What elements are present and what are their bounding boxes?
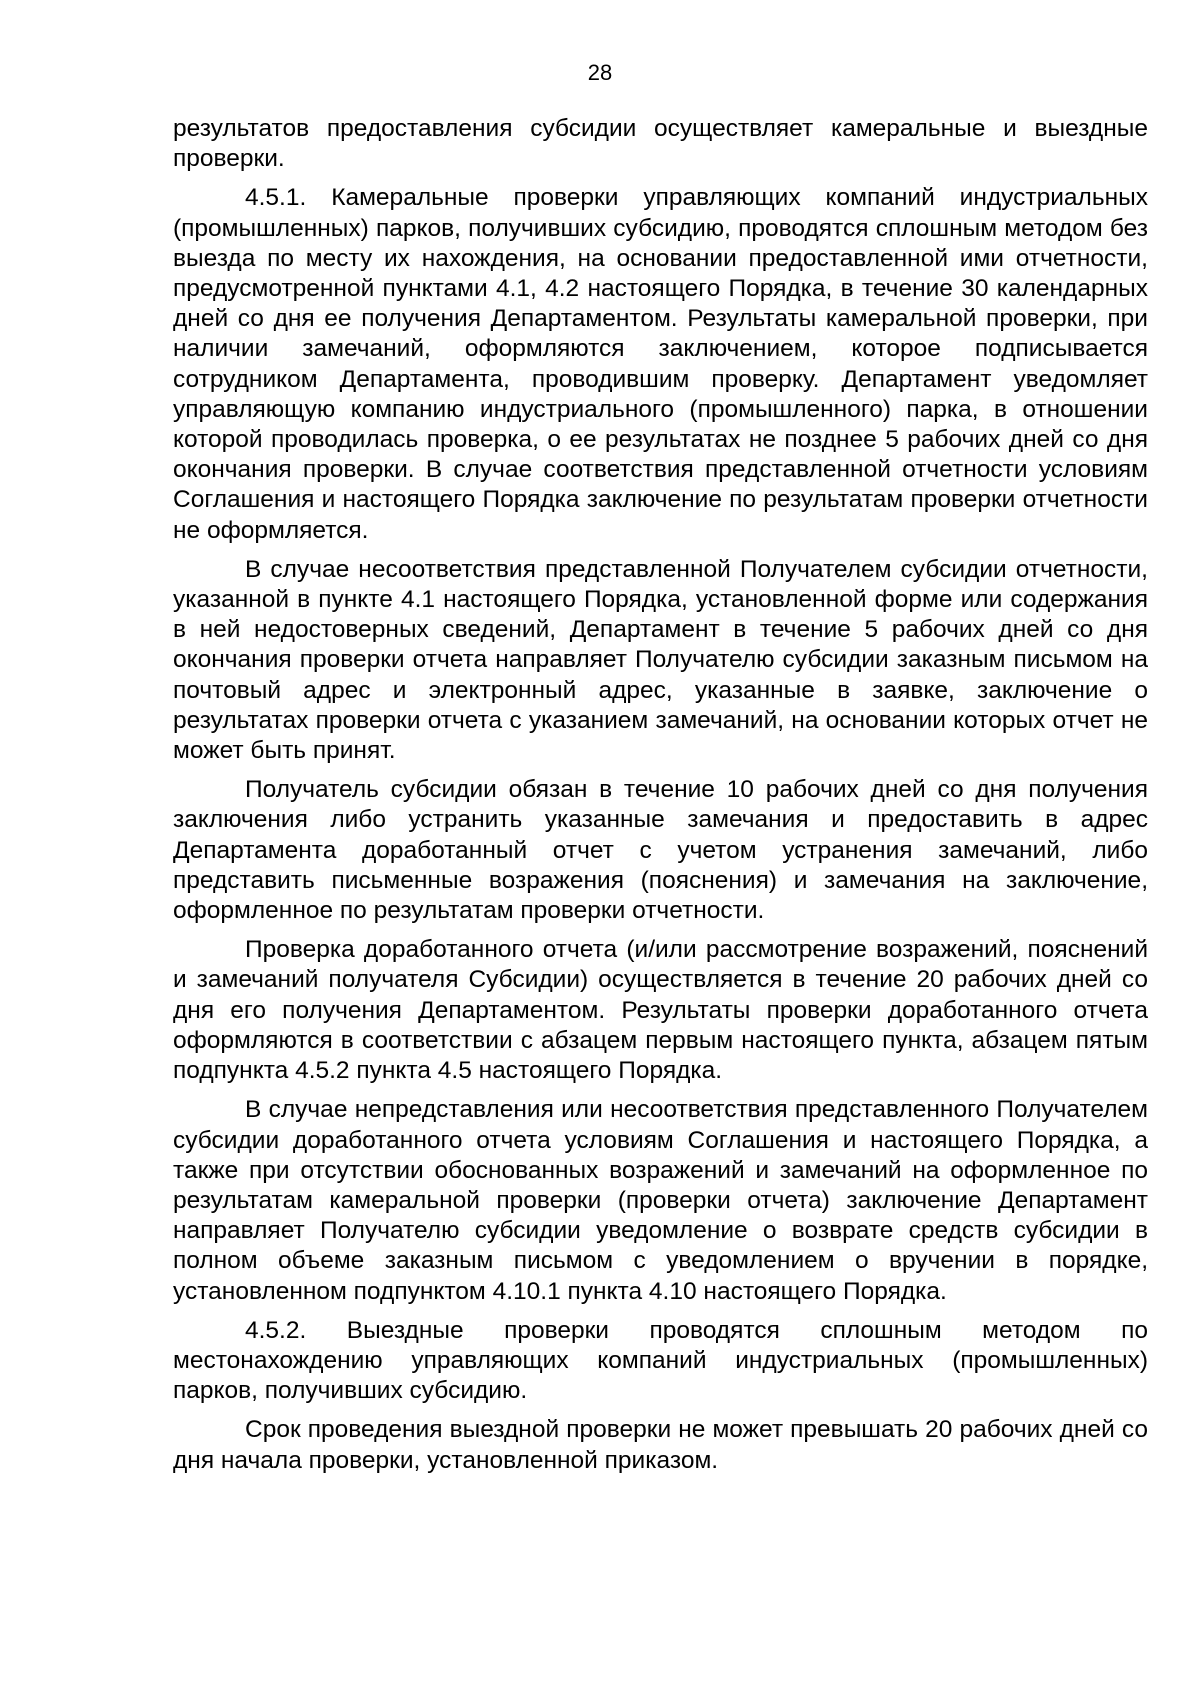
paragraph-4-5-2: 4.5.2. Выездные проверки проводятся сплошным методом по местонахождению управляющих компаний индустриальных (промышленных) парков, получивших субсидию.: [173, 1316, 1148, 1405]
paragraph-4-5-1: 4.5.1. Камеральные проверки управляющих компаний индустриальных (промышленных) парков, получивших субсидию, проводятся сплошным методом без выезда по месту их нахождения, на основании предоставленной ими отчетности, предусмотренной пунктами 4.1, 4.2 настоящего Порядка, в течение 30 календарных дней со дня ее получения Департаментом. Результаты камеральной проверки, при наличии замечаний, оформляются заключением, которое подписывается сотрудником Департамента, проводившим проверку. Департамент уведомляет управляющую компанию индустриального (промышленного) парка, в отношении которой проводилась проверка, о ее результатах не позднее 5 рабочих дней со дня окончания проверки. В случае соответствия представленной отчетности условиям Соглашения и настоящего Порядка заключение по результатам проверки отчетности не оформляется.: [173, 184, 1148, 544]
page-number: 28: [587, 60, 613, 85]
paragraph-recipient-obligation: Получатель субсидии обязан в течение 10 рабочих дней со дня получения заключения либо устранить указанные замечания и предоставить в адрес Департамента доработанный отчет с учетом устранения замечаний, либо представить письменные возражения (пояснения) и замечания на заключение, оформленное по результатам проверки отчетности.: [173, 776, 1148, 925]
paragraph-field-check-term: Срок проведения выездной проверки не может превышать 20 рабочих дней со дня начала проверки, установленной приказом.: [173, 1416, 1148, 1474]
document-body: [173, 114, 1148, 1485]
paragraph-nonconformity: В случае несоответствия представленной Получателем субсидии отчетности, указанной в пункте 4.1 настоящего Порядка, установленной форме или содержания в ней недостоверных сведений, Департамент в течение 5 рабочих дней со дня окончания проверки отчета направляет Получателю субсидии заказным письмом на почтовый адрес и электронный адрес, указанные в заявке, заключение о результатах проверки отчета с указанием замечаний, на основании которых отчет не может быть принят.: [173, 555, 1148, 765]
paragraph-non-submission: В случае непредставления или несоответствия представленного Получателем субсидии доработанного отчета условиям Соглашения и настоящего Порядка, а также при отсутствии обоснованных возражений и замечаний на оформленное по результатам камеральной проверки (проверки отчета) заключение Департамент направляет Получателю субсидии уведомление о возврате средств субсидии в полном объеме заказным письмом с уведомлением о вручении в порядке, установленном подпунктом 4.10.1 пункта 4.10 настоящего Порядка.: [173, 1096, 1148, 1305]
paragraph-continuation: результатов предоставления субсидии осуществляет камеральные и выездные проверки.: [173, 115, 1148, 173]
paragraph-revised-report-check: Проверка доработанного отчета (и/или рассмотрение возражений, пояснений и замечаний получателя Субсидии) осуществляется в течение 20 рабочих дней со дня его получения Департаментом. Результаты проверки доработанного отчета оформляются в соответствии с абзацем первым настоящего пункта, абзацем пятым подпункта 4.5.2 пункта 4.5 настоящего Порядка.: [173, 936, 1148, 1085]
